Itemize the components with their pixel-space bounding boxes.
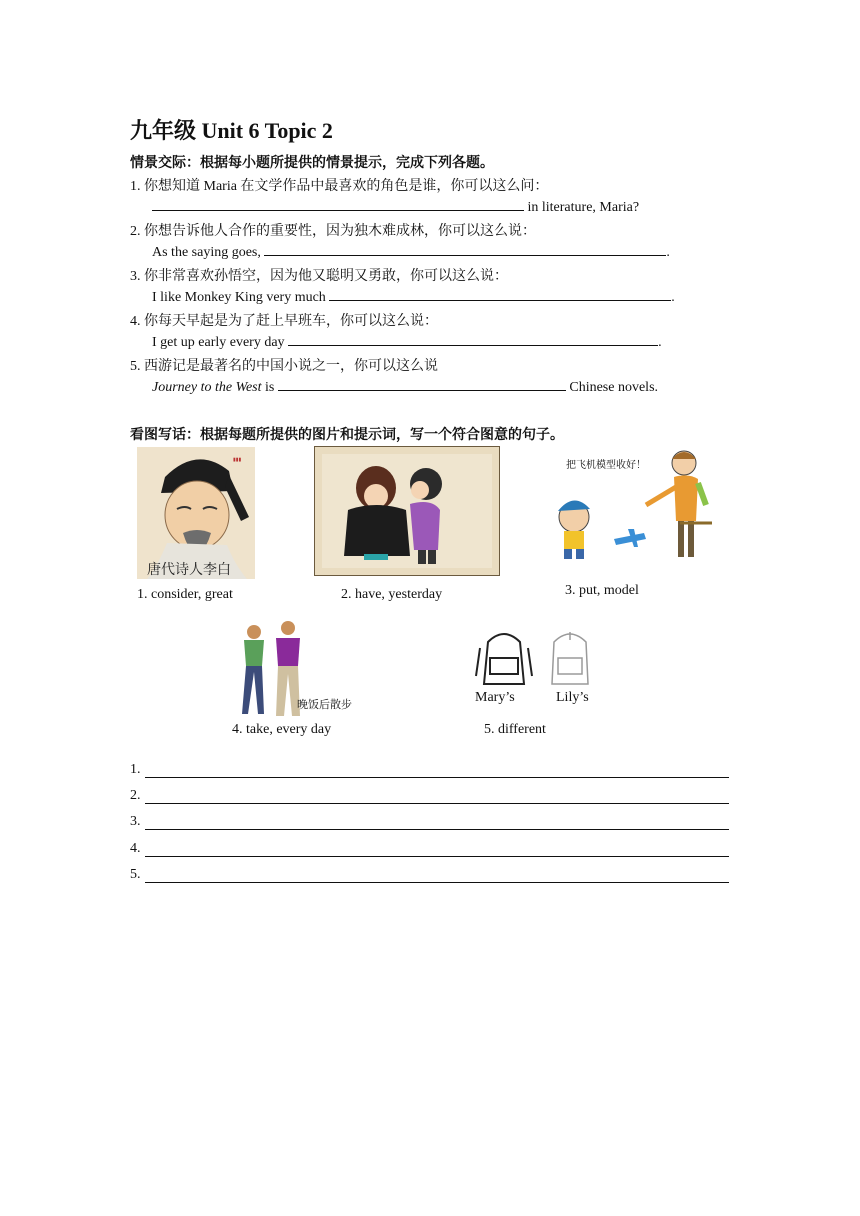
- answer-line-2[interactable]: [130, 788, 141, 804]
- answer-line-4-number: 4.: [130, 841, 141, 856]
- picture-backpacks: [474, 628, 598, 692]
- item2-blank[interactable]: [264, 243, 666, 256]
- picture5-caption: 5. different: [484, 722, 546, 737]
- picture-li-bai: [137, 447, 255, 579]
- answer-line-1-number: 1.: [130, 762, 141, 777]
- answer-line-4[interactable]: [130, 841, 141, 857]
- item5-prompt: 5. 西游记是最著名的中国小说之一，你可以这么说: [130, 359, 438, 374]
- item5-blank[interactable]: [278, 378, 566, 391]
- item3-tail: .: [671, 290, 675, 305]
- backpacks-image: [474, 628, 598, 692]
- picture1-caption: 1. consider, great: [137, 587, 233, 602]
- picture-put-away-model: [548, 447, 726, 569]
- item4-blank[interactable]: [288, 333, 658, 346]
- answer-line-5-number: 5.: [130, 867, 141, 882]
- haircut-image: [314, 446, 500, 576]
- picture3-label: 把飞机模型收好！: [566, 460, 646, 471]
- section1-heading: 情景交际：根据每小题所提供的情景提示，完成下列各题。: [130, 155, 494, 171]
- item3-head: I like Monkey King very much: [152, 290, 326, 305]
- answer-line-3[interactable]: [130, 814, 141, 830]
- item3-blank[interactable]: [329, 288, 671, 301]
- item5-head-italic: Journey to the West: [152, 380, 262, 395]
- item1-answer: [152, 198, 639, 216]
- item1-blank[interactable]: [152, 198, 524, 211]
- picture4-caption: 4. take, every day: [232, 722, 332, 737]
- item1-tail: in literature, Maria?: [527, 200, 640, 215]
- picture-haircut: [314, 446, 500, 576]
- picture3-caption: 3. put, model: [565, 583, 639, 598]
- item2-tail: .: [666, 245, 670, 260]
- picture1-label: 唐代诗人李白: [147, 562, 231, 578]
- answer-line-5[interactable]: [130, 867, 141, 883]
- picture5-label-left: Mary’s: [475, 690, 515, 705]
- answer-line-1[interactable]: [130, 762, 141, 778]
- item5-tail: Chinese novels.: [569, 380, 659, 395]
- item3-answer: [152, 288, 675, 306]
- picture2-caption: 2. have, yesterday: [341, 587, 443, 602]
- picture5-label-right: Lily’s: [556, 690, 589, 705]
- item5-answer: [152, 378, 658, 396]
- picture4-label: 晚饭后散步: [297, 698, 352, 711]
- item4-answer: [152, 333, 662, 351]
- svg-text:▮▮▮: ▮▮▮: [233, 457, 242, 463]
- item3-prompt: 3. 你非常喜欢孙悟空，因为他又聪明又勇敢，你可以这么说：: [130, 269, 508, 284]
- item5-head: is: [261, 380, 275, 395]
- item2-prompt: 2. 你想告诉他人合作的重要性，因为独木难成林，你可以这么说：: [130, 224, 536, 239]
- page-title: 九年级 Unit 6 Topic 2: [130, 118, 333, 143]
- item2-head: As the saying goes,: [152, 245, 261, 260]
- picture-walk: [234, 620, 366, 720]
- item4-prompt: 4. 你每天早起是为了赶上早班车，你可以这么说：: [130, 314, 438, 329]
- item4-head: I get up early every day: [152, 335, 285, 350]
- section2-heading: 看图写话：根据每题所提供的图片和提示词，写一个符合图意的句子。: [130, 427, 564, 443]
- item4-tail: .: [658, 335, 662, 350]
- answer-line-3-number: 3.: [130, 814, 141, 829]
- item2-answer: [152, 243, 670, 261]
- answer-line-2-number: 2.: [130, 788, 141, 803]
- item1-prompt: 1. 你想知道 Maria 在文学作品中最喜欢的角色是谁，你可以这么问：: [130, 179, 549, 194]
